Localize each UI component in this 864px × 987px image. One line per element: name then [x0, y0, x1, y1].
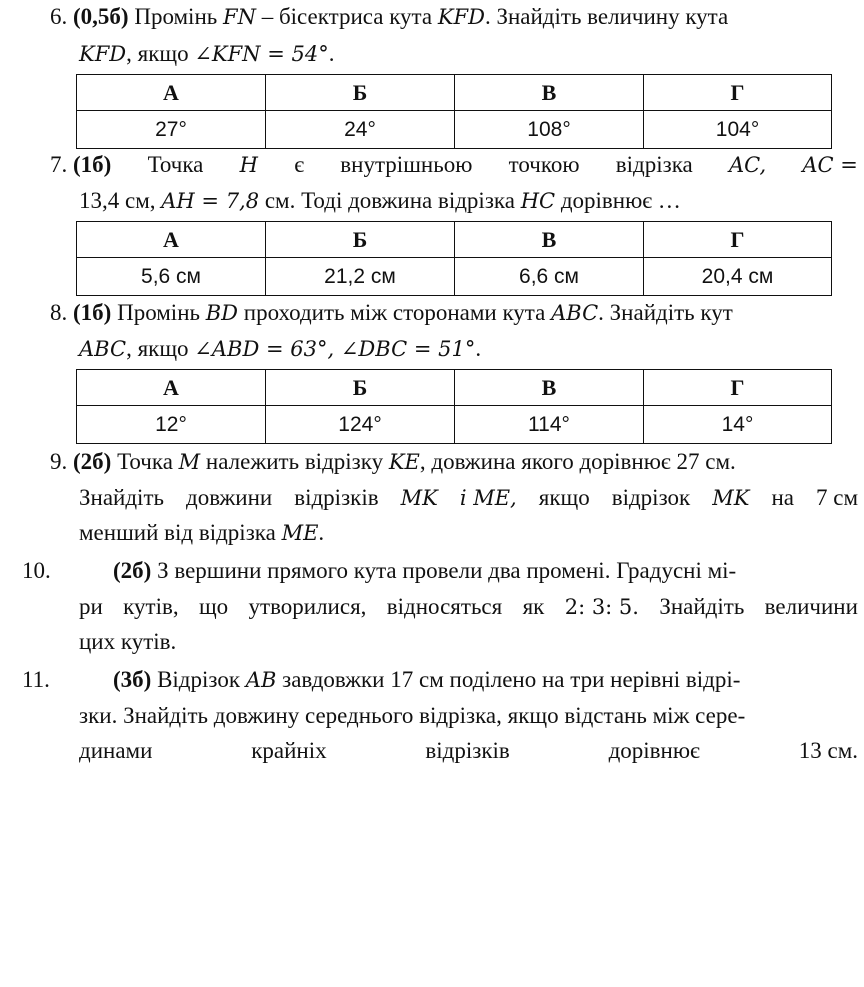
- text: кутів,: [123, 594, 179, 619]
- answer-table-8: [76, 369, 832, 444]
- math: KFD: [437, 5, 485, 29]
- text: Промінь: [134, 4, 223, 29]
- answer-option-header: А: [77, 370, 266, 406]
- answer-option-value: 12°: [77, 406, 266, 444]
- answer-value-row: [77, 406, 832, 444]
- answer-header-row: [77, 75, 832, 111]
- math: ME: [281, 521, 319, 545]
- text: цих кутів.: [79, 629, 177, 654]
- text: .: [318, 520, 325, 545]
- question-9-line-3: [79, 518, 324, 548]
- math: 2: 3: 5.: [564, 595, 639, 619]
- text: проходить між сторонами кута: [238, 300, 552, 325]
- answer-option-value: 5,6 см: [77, 258, 266, 296]
- question-9-line-1: [50, 447, 858, 477]
- answer-option-value: 6,6 см: [455, 258, 644, 296]
- math: AC,: [728, 153, 767, 177]
- question-9-line-2: [79, 483, 858, 513]
- math: ∠KFN = 54°: [194, 42, 329, 66]
- answer-option-header: Б: [266, 370, 455, 406]
- answer-option-value: 27°: [77, 111, 266, 149]
- text: Знайдіть: [79, 485, 164, 510]
- text: 13 см.: [798, 738, 858, 763]
- text: , якщо: [126, 336, 195, 361]
- text: внутрішньою: [340, 152, 473, 177]
- text: . Знайдіть кут: [598, 300, 733, 325]
- text: як: [522, 594, 545, 619]
- question-11-line-2: [79, 701, 745, 731]
- question-number: 6.: [50, 4, 68, 29]
- text: відрізок: [611, 485, 691, 510]
- text: Точка: [147, 152, 204, 177]
- text: менший від відрізка: [79, 520, 282, 545]
- answer-option-header: В: [455, 75, 644, 111]
- math: BD: [205, 301, 239, 325]
- text: , якщо: [126, 41, 195, 66]
- text: якщо: [538, 485, 590, 510]
- text: довжини: [186, 485, 273, 510]
- answer-value-row: [77, 258, 832, 296]
- question-number: 11.: [22, 667, 50, 692]
- question-10-line-2: [79, 592, 858, 622]
- math: MK: [712, 486, 750, 510]
- math: M: [178, 450, 201, 474]
- math: KE: [388, 450, 420, 474]
- question-8-line-1: [50, 298, 858, 328]
- math: HC: [520, 189, 556, 213]
- text: динами: [79, 738, 153, 763]
- text: ри: [79, 594, 103, 619]
- answer-table-7: [76, 221, 832, 296]
- text: відрізків: [294, 485, 379, 510]
- question-11-line-3: [79, 736, 858, 766]
- text: належить відрізку: [200, 449, 389, 474]
- text: відрізка: [615, 152, 693, 177]
- math: і ME,: [459, 486, 517, 510]
- answer-header-row: [77, 370, 832, 406]
- answer-option-value: 14°: [644, 406, 832, 444]
- text: З вершини прямого кута провели два промені. Градусні мі-: [157, 558, 737, 583]
- question-10-line-1: [22, 556, 858, 586]
- answer-option-value: 124°: [266, 406, 455, 444]
- math: MK: [400, 486, 438, 510]
- answer-option-header: Г: [644, 222, 832, 258]
- answer-option-header: Г: [644, 370, 832, 406]
- answer-option-value: 108°: [455, 111, 644, 149]
- text: крайніх: [251, 738, 327, 763]
- question-points: (2б): [113, 558, 152, 583]
- text: завдовжки 17 см поділено на три нерівні відрі-: [276, 667, 741, 692]
- answer-option-header: А: [77, 75, 266, 111]
- question-8-line-2: [79, 334, 481, 364]
- text: 13,4 см,: [79, 188, 162, 213]
- question-points: (1б): [73, 300, 112, 325]
- text: дорівнює …: [555, 188, 681, 213]
- text: .: [475, 336, 482, 361]
- math: ∠ABD = 63°, ∠DBC = 51°: [194, 337, 476, 361]
- math: AB: [245, 668, 277, 692]
- question-points: (0,5б): [73, 4, 129, 29]
- question-6-line-1: [50, 2, 858, 32]
- text: Знайдіть: [659, 594, 745, 619]
- text: зки. Знайдіть довжину середнього відрізка, якщо відстань між сере-: [79, 703, 746, 728]
- text: . Знайдіть величину кута: [484, 4, 729, 29]
- question-number: 9.: [50, 449, 68, 474]
- question-number: 7.: [50, 152, 68, 177]
- math: FN: [223, 5, 256, 29]
- text: – бісектриса кута: [255, 4, 438, 29]
- math: KFD: [79, 42, 127, 66]
- question-number: 10.: [22, 558, 51, 583]
- text: величини: [764, 594, 858, 619]
- question-points: (1б): [73, 152, 112, 177]
- answer-option-value: 104°: [644, 111, 832, 149]
- math: ABC: [551, 301, 599, 325]
- math: AC =: [802, 153, 858, 177]
- text: є: [294, 152, 305, 177]
- answer-option-header: Б: [266, 75, 455, 111]
- text: Промінь: [117, 300, 206, 325]
- answer-option-header: В: [455, 222, 644, 258]
- answer-option-value: 24°: [266, 111, 455, 149]
- answer-option-value: 21,2 см: [266, 258, 455, 296]
- text: відносяться: [386, 594, 503, 619]
- math: ABC: [79, 337, 127, 361]
- question-7-line-1: [50, 150, 858, 180]
- text: на: [771, 485, 794, 510]
- text: дорівнює: [608, 738, 700, 763]
- text: см. Тоді довжина відрізка: [259, 188, 521, 213]
- text: що: [198, 594, 229, 619]
- answer-table-6: [76, 74, 832, 149]
- answer-value-row: [77, 111, 832, 149]
- math: AH = 7,8: [161, 189, 260, 213]
- answer-option-value: 114°: [455, 406, 644, 444]
- text: Відрізок: [157, 667, 246, 692]
- text: точкою: [508, 152, 580, 177]
- question-10-line-3: [79, 627, 176, 657]
- math: H: [239, 153, 258, 177]
- question-number: 8.: [50, 300, 68, 325]
- text: відрізків: [425, 738, 510, 763]
- question-7-line-2: [79, 186, 681, 216]
- text: .: [328, 41, 335, 66]
- text: Точка: [117, 449, 179, 474]
- text: утворилися,: [248, 594, 367, 619]
- answer-option-value: 20,4 см: [644, 258, 832, 296]
- answer-option-header: В: [455, 370, 644, 406]
- answer-option-header: Б: [266, 222, 455, 258]
- text: 7 см: [815, 485, 858, 510]
- answer-option-header: Г: [644, 75, 832, 111]
- text: , довжина якого дорівнює 27 см.: [419, 449, 736, 474]
- answer-header-row: [77, 222, 832, 258]
- question-points: (2б): [73, 449, 112, 474]
- question-11-line-1: [22, 665, 858, 695]
- question-6-line-2: [79, 39, 334, 69]
- answer-option-header: А: [77, 222, 266, 258]
- question-points: (3б): [113, 667, 152, 692]
